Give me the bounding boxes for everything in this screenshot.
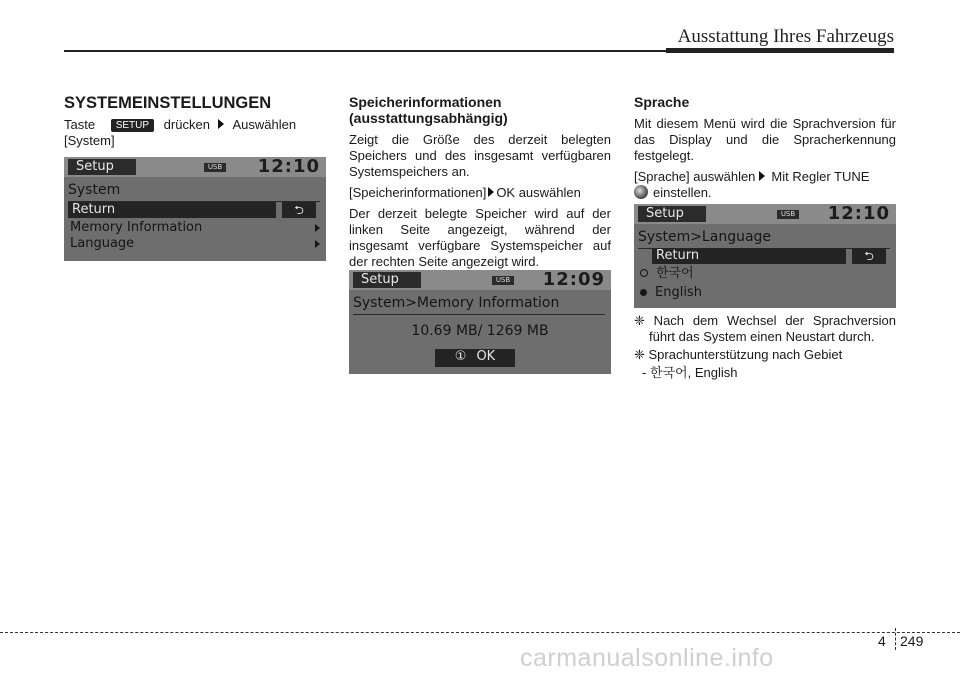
language-option-english[interactable] bbox=[640, 285, 876, 301]
menu-item-label: Memory Information bbox=[70, 220, 203, 235]
paragraph: Der derzeit belegte Speicher wird auf der linken Seite angezeigt, während der insgesamt verfügbare Systemspeicher auf der rechten Seite angezeigt wird. bbox=[349, 206, 611, 269]
screen-memory-info bbox=[349, 270, 611, 374]
note: ❈ Sprachunterstützung nach Gebiet bbox=[634, 347, 843, 362]
running-header: Ausstattung Ihres Fahrzeugs bbox=[677, 26, 894, 47]
paragraph: Zeigt die Größe des derzeit belegten Speichers und des insgesamt verfügbaren Systemspeichers an. bbox=[349, 132, 611, 179]
instruction-text: Taste bbox=[64, 117, 96, 132]
footer-separator bbox=[895, 628, 896, 650]
screen-language bbox=[634, 204, 896, 308]
status-bar bbox=[634, 204, 896, 224]
menu-item-return[interactable]: Return bbox=[652, 248, 846, 264]
instruction-text: [System] bbox=[64, 133, 115, 148]
arrow-right-icon bbox=[759, 171, 765, 181]
menu-item-return[interactable]: Return bbox=[68, 202, 276, 218]
paragraph: Mit diesem Menü wird die Sprachversion für das Display und die Spracherkennung festgelegt. bbox=[634, 116, 896, 163]
chevron-right-icon bbox=[315, 240, 320, 248]
setup-key-badge: SETUP bbox=[111, 119, 154, 132]
usb-icon: USB bbox=[492, 276, 514, 285]
tune-knob-icon bbox=[634, 185, 648, 199]
instruction bbox=[349, 185, 611, 201]
screen-title: System bbox=[68, 181, 320, 202]
clock: 12:10 bbox=[257, 157, 320, 177]
screen-title: System>Language bbox=[638, 228, 890, 249]
setup-tab: Setup bbox=[638, 206, 706, 222]
column-memory-info bbox=[349, 94, 611, 275]
arrow-right-icon bbox=[218, 119, 224, 129]
menu-item-memory[interactable] bbox=[70, 220, 306, 236]
watermark: carmanualsonline.info bbox=[520, 644, 774, 672]
ok-number-icon: ① bbox=[454, 349, 467, 364]
instruction-text: [Speicherinformationen] bbox=[349, 185, 487, 200]
footer-rule bbox=[0, 632, 960, 633]
ok-label: OK bbox=[476, 349, 496, 364]
back-icon[interactable]: ⮌ bbox=[282, 202, 316, 218]
header-rule bbox=[64, 50, 894, 52]
column-system-settings bbox=[64, 94, 326, 154]
language-notes bbox=[634, 313, 896, 381]
section-heading: SYSTEMEINSTELLUNGEN bbox=[64, 94, 272, 112]
clock: 12:10 bbox=[827, 204, 890, 224]
note: - 한국어, English bbox=[642, 365, 738, 380]
section-heading: Sprache bbox=[634, 94, 690, 110]
instruction bbox=[634, 169, 896, 201]
note: ❈ Nach dem Wechsel der Sprachversion führt das System einen Neustart durch. bbox=[634, 313, 896, 344]
screen-system-menu bbox=[64, 157, 326, 261]
section-heading: Speicherinformationen (ausstattungsabhängig) bbox=[349, 94, 508, 126]
language-label: 한국어 bbox=[656, 266, 694, 281]
setup-tab: Setup bbox=[353, 272, 421, 288]
language-label: English bbox=[655, 285, 702, 300]
page-number: 249 bbox=[900, 633, 924, 649]
instruction-text: drücken bbox=[163, 117, 210, 132]
usb-icon: USB bbox=[204, 163, 226, 172]
language-option-korean[interactable] bbox=[640, 266, 876, 282]
instruction-text: [Sprache] auswählen bbox=[634, 169, 756, 184]
menu-item-label: Language bbox=[70, 236, 135, 251]
instruction-text: OK auswählen bbox=[496, 185, 581, 200]
instruction bbox=[64, 117, 326, 149]
chapter-number: 4 bbox=[878, 633, 886, 649]
column-language bbox=[634, 94, 896, 206]
clock: 12:09 bbox=[542, 270, 605, 290]
instruction-text: Mit Regler TUNE bbox=[771, 169, 870, 184]
status-bar bbox=[64, 157, 326, 177]
setup-tab: Setup bbox=[68, 159, 136, 175]
radio-empty-icon bbox=[640, 269, 648, 277]
back-icon[interactable]: ⮌ bbox=[852, 248, 886, 264]
menu-item-language[interactable] bbox=[70, 236, 306, 252]
chevron-right-icon bbox=[315, 224, 320, 232]
screen-title: System>Memory Information bbox=[353, 294, 605, 315]
status-bar bbox=[349, 270, 611, 290]
instruction-text: Auswählen bbox=[232, 117, 297, 132]
instruction-text: einstellen. bbox=[653, 185, 712, 200]
arrow-right-icon bbox=[488, 187, 494, 197]
usb-icon: USB bbox=[777, 210, 799, 219]
memory-usage-value: 10.69 MB/ 1269 MB bbox=[411, 323, 549, 339]
radio-selected-icon bbox=[640, 289, 647, 296]
ok-button[interactable] bbox=[435, 349, 515, 367]
